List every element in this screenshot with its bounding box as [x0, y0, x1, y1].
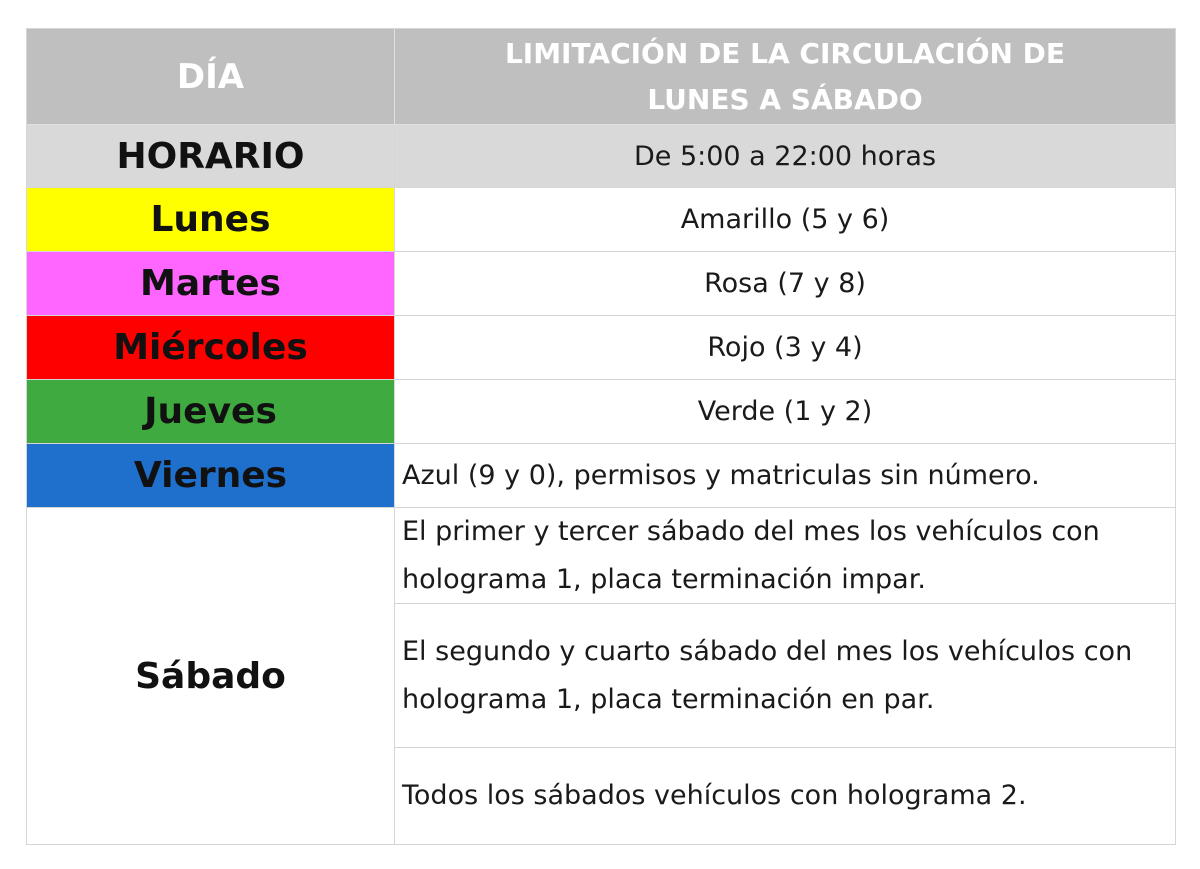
table-header-row: [27, 29, 1175, 125]
table-row: [27, 252, 1175, 316]
circulation-table: [26, 28, 1176, 845]
table-row: [27, 444, 1175, 508]
schedule-value: De 5:00 a 22:00 horas: [633, 140, 937, 172]
header-title-line2: LUNES A SÁBADO: [647, 82, 923, 116]
day-cell-viernes: Viernes: [27, 444, 395, 507]
table-row: [27, 188, 1175, 252]
day-cell-martes: Martes: [27, 252, 395, 315]
day-cell-lunes: Lunes: [27, 188, 395, 251]
day-cell-sabado: Sábado: [27, 508, 395, 844]
rule-cell-jueves: Verde (1 y 2): [697, 396, 873, 427]
day-cell-miercoles: Miércoles: [27, 316, 395, 379]
saturday-rule-3: Todos los sábados vehículos con holograma 2.: [402, 780, 1027, 811]
rule-cell-miercoles: Rojo (3 y 4): [707, 332, 863, 363]
saturday-rule-2: El segundo y cuarto sábado del mes los vehículos con holograma 1, placa terminación en par.: [395, 604, 1175, 748]
table-row-saturday: [27, 508, 1175, 844]
saturday-rules-list: [395, 508, 1175, 844]
header-day-label: DÍA: [27, 29, 395, 124]
saturday-rule-1: El primer y tercer sábado del mes los vehículos con holograma 1, placa terminación impar.: [395, 508, 1175, 604]
day-cell-jueves: Jueves: [27, 380, 395, 443]
header-title: [395, 29, 1175, 124]
header-title-line1: LIMITACIÓN DE LA CIRCULACIÓN DE: [504, 36, 1066, 70]
table-row: [27, 316, 1175, 380]
rule-cell-viernes: Azul (9 y 0), permisos y matriculas sin número.: [402, 460, 1040, 491]
rule-cell-lunes: Amarillo (5 y 6): [680, 204, 890, 235]
table-row: [27, 380, 1175, 444]
schedule-label: HORARIO: [27, 125, 395, 187]
schedule-row: [27, 125, 1175, 188]
rule-cell-martes: Rosa (7 y 8): [704, 268, 866, 299]
